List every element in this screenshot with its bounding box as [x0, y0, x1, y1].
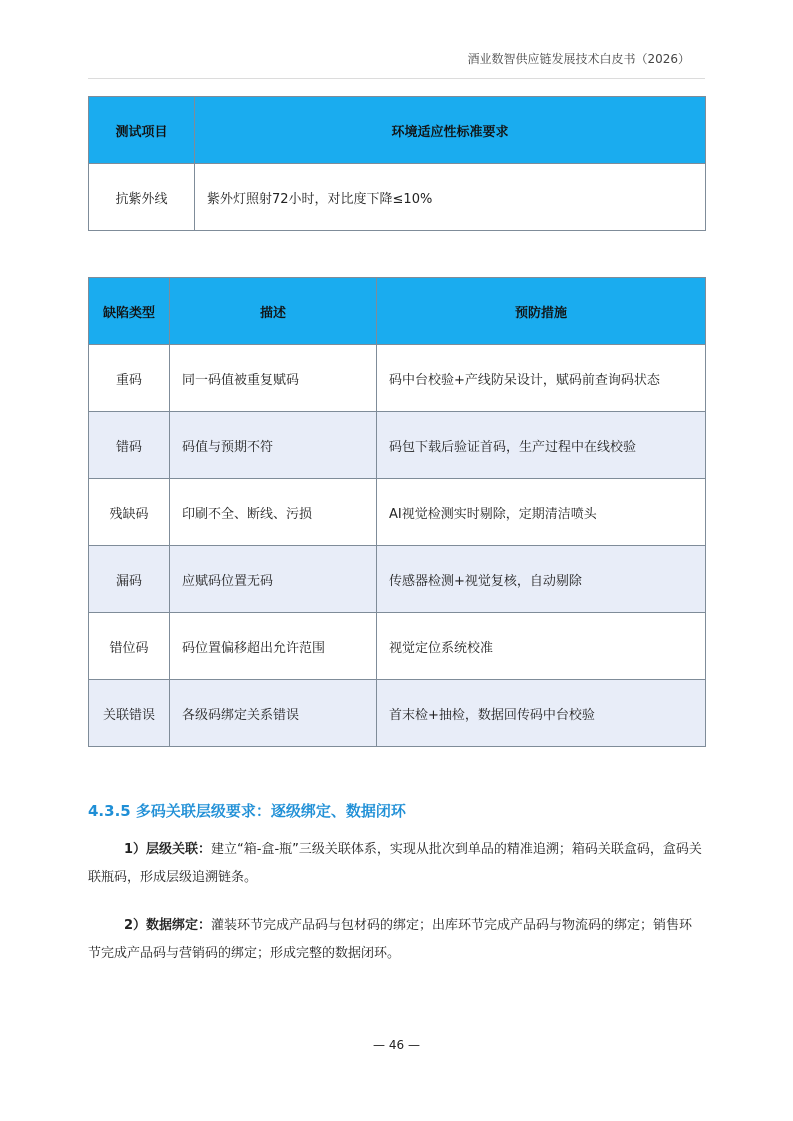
table-row	[89, 546, 706, 613]
paragraph-text: 灌装环节完成产品码与包材码的绑定；出库环节完成产品码与物流码的绑定；销售环节完成产品码与营销码的绑定；形成完整的数据闭环。	[88, 918, 693, 961]
paragraph-data-binding	[88, 912, 705, 968]
prevention-cell: AI视觉检测实时剔除，定期清洁喷头	[377, 479, 706, 546]
prevention-cell: 传感器检测+视觉复核，自动剔除	[377, 546, 706, 613]
table-row	[89, 613, 706, 680]
paragraph-text: 建立“箱-盒-瓶”三级关联体系，实现从批次到单品的精准追溯；箱码关联盒码，盒码关联瓶码，形成层级追溯链条。	[88, 842, 702, 885]
description-cell: 印刷不全、断线、污损	[170, 479, 377, 546]
column-header-requirement: 环境适应性标准要求	[195, 97, 706, 164]
table-row	[89, 412, 706, 479]
defect-type-cell: 漏码	[89, 546, 170, 613]
defect-type-table	[88, 277, 706, 747]
prevention-cell: 码包下载后验证首码，生产过程中在线校验	[377, 412, 706, 479]
table-row	[89, 680, 706, 747]
document-header-title: 酒业数智供应链发展技术白皮书（2026）	[467, 52, 690, 66]
header-divider	[88, 78, 705, 79]
defect-type-cell: 关联错误	[89, 680, 170, 747]
description-cell: 应赋码位置无码	[170, 546, 377, 613]
table-row	[89, 345, 706, 412]
description-cell: 码值与预期不符	[170, 412, 377, 479]
column-header-prevention: 预防措施	[377, 278, 706, 345]
prevention-cell: 码中台校验+产线防呆设计，赋码前查询码状态	[377, 345, 706, 412]
paragraph-lead: 1）层级关联：	[124, 842, 212, 857]
prevention-cell: 首末检+抽检，数据回传码中台校验	[377, 680, 706, 747]
column-header-defect-type: 缺陷类型	[89, 278, 170, 345]
table-header-row	[89, 97, 706, 164]
requirement-cell: 紫外灯照射72小时，对比度下降≤10%	[195, 164, 706, 231]
description-cell: 各级码绑定关系错误	[170, 680, 377, 747]
table-row	[89, 164, 706, 231]
test-item-cell: 抗紫外线	[89, 164, 195, 231]
prevention-cell: 视觉定位系统校准	[377, 613, 706, 680]
page-number: — 46 —	[373, 1038, 420, 1052]
defect-type-cell: 错码	[89, 412, 170, 479]
description-cell: 同一码值被重复赋码	[170, 345, 377, 412]
environment-standard-table	[88, 96, 706, 231]
defect-type-cell: 错位码	[89, 613, 170, 680]
table-row	[89, 479, 706, 546]
description-cell: 码位置偏移超出允许范围	[170, 613, 377, 680]
section-heading: 4.3.5 多码关联层级要求：逐级绑定、数据闭环	[88, 802, 406, 820]
table-header-row	[89, 278, 706, 345]
paragraph-lead: 2）数据绑定：	[124, 918, 212, 933]
column-header-test-item: 测试项目	[89, 97, 195, 164]
defect-type-cell: 残缺码	[89, 479, 170, 546]
column-header-description: 描述	[170, 278, 377, 345]
defect-type-cell: 重码	[89, 345, 170, 412]
paragraph-hierarchy	[88, 836, 705, 892]
